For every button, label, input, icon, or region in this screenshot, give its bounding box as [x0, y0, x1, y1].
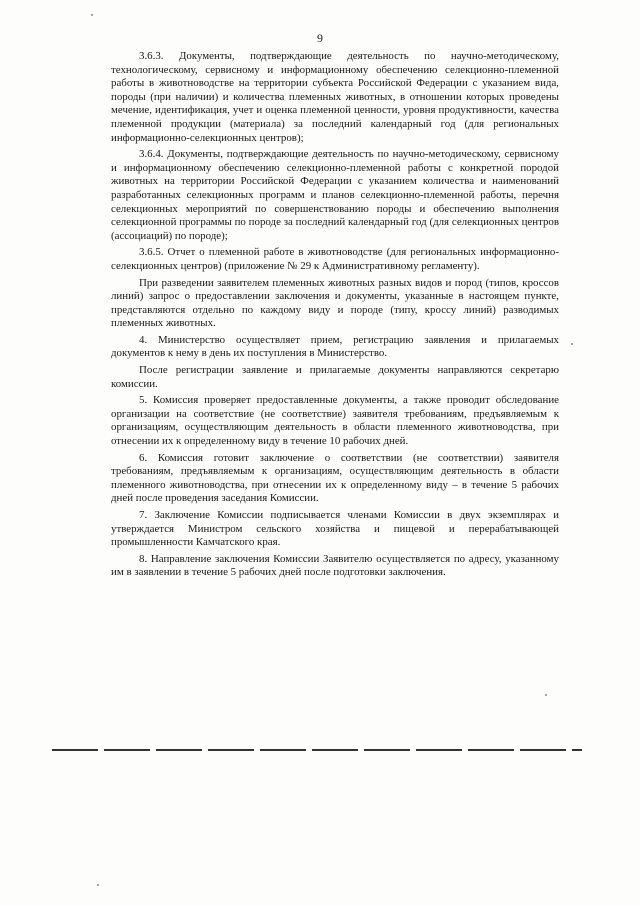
paragraph-4: 4. Министерство осуществляет прием, регистрацию заявления и прилагаемых документов к нему в день их поступления в Министерство. — [111, 333, 559, 360]
page-number: 9 — [317, 31, 323, 45]
scan-speck — [91, 14, 93, 16]
paragraph-5: 5. Комиссия проверяет предоставленные документы, а также проводит обследование организации на соответствие (не соответствие) заявителя требованиям, предъявляемым к организациям, осуществляющим деятельность в области племенного животноводства, при отнесении их к определенному виду в течение 10 рабочих дней. — [111, 394, 559, 448]
paragraph-6: 6. Комиссия готовит заключение о соответствии (не соответствии) заявителя требованиям, предъявляемым к организациям, осуществляющим деятельность в области племенного животноводства, при отнесении их к определенному виду – в течение 5 рабочих дней после проведения заседания Комиссии. — [111, 451, 559, 505]
scan-speck — [571, 343, 573, 345]
paragraph-registration: После регистрации заявление и прилагаемые документы направляются секретарю комиссии. — [111, 364, 559, 390]
paragraph-7: 7. Заключение Комиссии подписывается членами Комиссии в двух экземплярах и утверждается Министром сельского хозяйства и пищевой и перерабатывающей промышленности Камчатского края. — [111, 509, 559, 549]
paragraph-3-6-3: 3.6.3. Документы, подтверждающие деятельность по научно-методическому, технологическому, сервисному и информационному обеспечению селекционно-племенной работы в животноводстве на территории субъекта Российской Федерации с указанием вида, породы (при наличии) и количества племенных животных, в отношении которых проведены мечение, идентификация, учет и оценка племенной ценности, уровня продуктивности, качества племенной продукции (материала) за последний календарный год (для региональных информационно-селекционных центров); — [111, 50, 559, 144]
paragraph-8: 8. Направление заключения Комиссии Заявителю осуществляется по адресу, указанному им в заявлении в течение 5 рабочих дней после подготовки заключения. — [111, 552, 559, 579]
paragraph-breeding-note: При разведении заявителем племенных животных разных видов и пород (типов, кроссов линий) запрос о предоставлении заключения и документы, указанные в настоящем пункте, представляются отдельно по каждому виду и породе (типу, кроссу линий) разводимых племенных животных. — [111, 276, 559, 330]
scan-speck — [545, 694, 547, 696]
dashed-separator-line — [52, 749, 582, 751]
document-body — [111, 50, 559, 580]
scan-speck — [97, 884, 99, 886]
paragraph-3-6-5: 3.6.5. Отчет о племенной работе в животноводстве (для региональных информационно-селекционных центров) (приложение № 29 к Административному регламенту). — [111, 246, 559, 272]
paragraph-3-6-4: 3.6.4. Документы, подтверждающие деятельность по научно-методическому, сервисному и информационному обеспечению селекционно-племенной работы с конкретной породой животных на территории Российской Федерации с указанием количества и наименований разработанных селекционных программ и планов селекционно-племенной работы, перечня селекционных мероприятий по совершенствованию породы и обеспечению выполнения селекционной программы по породе за последний календарный год (для селекционных центров (ассоциаций) по породе); — [111, 148, 559, 242]
